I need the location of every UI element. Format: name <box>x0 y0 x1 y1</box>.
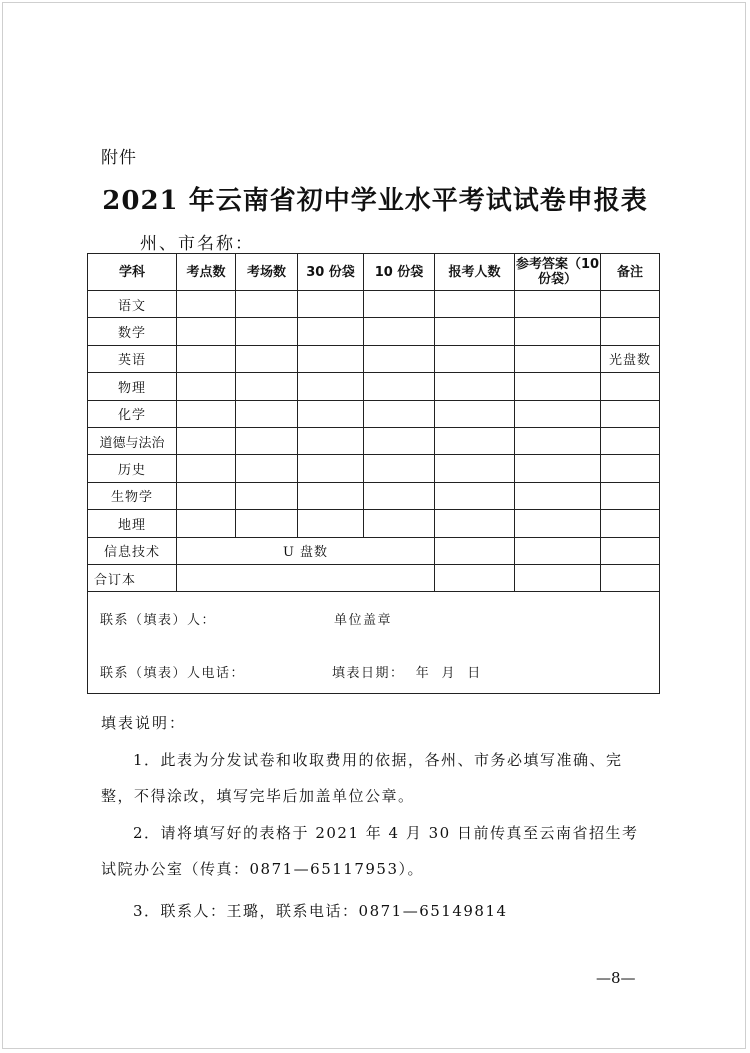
usb-count-cell[interactable]: U 盘数 <box>177 537 435 564</box>
subject-cell: 历史 <box>88 455 177 482</box>
subject-cell: 道德与法治 <box>88 427 177 454</box>
input-cell[interactable] <box>177 400 236 427</box>
input-cell[interactable] <box>515 345 601 372</box>
remark-cell: 光盘数 <box>601 345 660 372</box>
input-cell[interactable] <box>177 373 236 400</box>
input-cell[interactable] <box>601 427 660 454</box>
table-row <box>88 482 660 509</box>
input-cell[interactable] <box>515 291 601 318</box>
column-header: 备注 <box>601 254 660 291</box>
input-cell[interactable] <box>364 318 435 345</box>
subject-cell: 数学 <box>88 318 177 345</box>
input-cell[interactable] <box>298 373 364 400</box>
input-cell[interactable] <box>515 400 601 427</box>
contact-row <box>88 592 660 694</box>
contact-cell <box>88 592 660 694</box>
input-cell[interactable] <box>435 373 515 400</box>
input-cell[interactable] <box>177 564 435 591</box>
input-cell[interactable] <box>515 427 601 454</box>
input-cell[interactable] <box>601 318 660 345</box>
input-cell[interactable] <box>435 291 515 318</box>
input-cell[interactable] <box>435 455 515 482</box>
input-cell[interactable] <box>515 482 601 509</box>
input-cell[interactable] <box>601 537 660 564</box>
column-header: 报考人数 <box>435 254 515 291</box>
note-item: 3．联系人：王璐，联系电话：0871—65149814 <box>133 902 508 920</box>
input-cell[interactable] <box>236 510 298 537</box>
input-cell[interactable] <box>435 400 515 427</box>
input-cell[interactable] <box>601 510 660 537</box>
note-item: 2．请将填写好的表格于 2021 年 4 月 30 日前传真至云南省招生考试院办公室（传真：0871—65117953）。 <box>101 824 639 878</box>
input-cell[interactable] <box>435 537 515 564</box>
input-cell[interactable] <box>515 564 601 591</box>
subject-cell: 生物学 <box>88 482 177 509</box>
input-cell[interactable] <box>236 373 298 400</box>
input-cell[interactable] <box>601 564 660 591</box>
input-cell[interactable] <box>515 537 601 564</box>
note-item: 1．此表为分发试卷和收取费用的依据，各州、市务必填写准确、完整，不得涂改，填写完毕后加盖单位公章。 <box>101 751 623 805</box>
contact-phone-label: 联系（填表）人电话： <box>100 666 246 682</box>
input-cell[interactable] <box>601 482 660 509</box>
input-cell[interactable] <box>601 455 660 482</box>
table-row <box>88 400 660 427</box>
input-cell[interactable] <box>435 510 515 537</box>
input-cell[interactable] <box>298 345 364 372</box>
input-cell[interactable] <box>298 400 364 427</box>
attachment-label: 附件 <box>101 148 137 168</box>
input-cell[interactable] <box>177 455 236 482</box>
input-cell[interactable] <box>364 291 435 318</box>
input-cell[interactable] <box>435 427 515 454</box>
subject-cell: 地理 <box>88 510 177 537</box>
input-cell[interactable] <box>435 564 515 591</box>
input-cell[interactable] <box>515 373 601 400</box>
table-row <box>88 537 660 564</box>
input-cell[interactable] <box>236 482 298 509</box>
input-cell[interactable] <box>515 318 601 345</box>
contact-person-label: 联系（填表）人： <box>100 613 217 629</box>
column-header: 参考答案（10 份袋） <box>515 254 601 291</box>
input-cell[interactable] <box>236 455 298 482</box>
input-cell[interactable] <box>364 345 435 372</box>
table-row <box>88 510 660 537</box>
column-header: 考点数 <box>177 254 236 291</box>
input-cell[interactable] <box>236 345 298 372</box>
input-cell[interactable] <box>298 482 364 509</box>
input-cell[interactable] <box>177 427 236 454</box>
table-row <box>88 455 660 482</box>
input-cell[interactable] <box>435 318 515 345</box>
input-cell[interactable] <box>298 427 364 454</box>
column-header: 学科 <box>88 254 177 291</box>
region-name-label: 州、市名称： <box>140 234 254 254</box>
column-header: 考场数 <box>236 254 298 291</box>
input-cell[interactable] <box>298 318 364 345</box>
report-table <box>87 253 660 694</box>
subject-cell: 化学 <box>88 400 177 427</box>
table-header-row <box>88 254 660 291</box>
input-cell[interactable] <box>236 318 298 345</box>
subject-cell: 信息技术 <box>88 537 177 564</box>
input-cell[interactable] <box>601 400 660 427</box>
page-title: 2021 年云南省初中学业水平考试试卷申报表 <box>102 186 648 216</box>
input-cell[interactable] <box>364 455 435 482</box>
input-cell[interactable] <box>236 291 298 318</box>
seal-label: 单位盖章 <box>334 613 393 629</box>
subject-cell: 物理 <box>88 373 177 400</box>
input-cell[interactable] <box>177 510 236 537</box>
table-row <box>88 318 660 345</box>
input-cell[interactable] <box>177 482 236 509</box>
table-row <box>88 564 660 591</box>
input-cell[interactable] <box>236 400 298 427</box>
input-cell[interactable] <box>364 427 435 454</box>
table-row <box>88 373 660 400</box>
notes-title: 填表说明： <box>101 714 187 732</box>
subject-cell: 语文 <box>88 291 177 318</box>
input-cell[interactable] <box>364 482 435 509</box>
table-row <box>88 345 660 372</box>
input-cell[interactable] <box>515 455 601 482</box>
input-cell[interactable] <box>298 455 364 482</box>
input-cell[interactable] <box>364 510 435 537</box>
input-cell[interactable] <box>236 427 298 454</box>
subject-cell: 英语 <box>88 345 177 372</box>
fill-date-label: 填表日期： 年 月 日 <box>332 666 482 682</box>
input-cell[interactable] <box>177 318 236 345</box>
input-cell[interactable] <box>298 510 364 537</box>
input-cell[interactable] <box>601 291 660 318</box>
input-cell[interactable] <box>177 291 236 318</box>
table-row <box>88 291 660 318</box>
input-cell[interactable] <box>435 482 515 509</box>
input-cell[interactable] <box>515 510 601 537</box>
input-cell[interactable] <box>435 345 515 372</box>
column-header: 10 份袋 <box>364 254 435 291</box>
page-number: —8— <box>596 969 636 987</box>
table-row <box>88 427 660 454</box>
subject-cell: 合订本 <box>88 564 177 591</box>
input-cell[interactable] <box>364 400 435 427</box>
input-cell[interactable] <box>601 373 660 400</box>
input-cell[interactable] <box>177 345 236 372</box>
input-cell[interactable] <box>298 291 364 318</box>
input-cell[interactable] <box>364 373 435 400</box>
column-header: 30 份袋 <box>298 254 364 291</box>
